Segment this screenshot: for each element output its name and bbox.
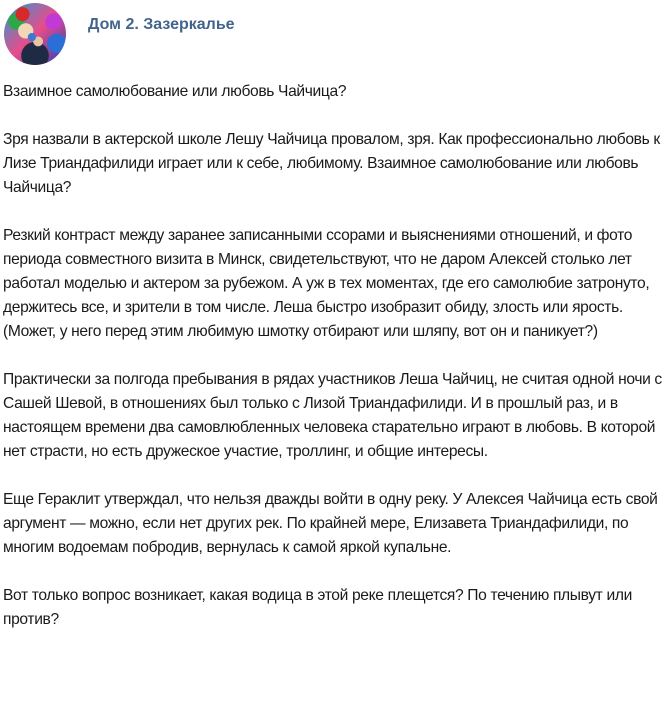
community-name-link[interactable]: Дом 2. Зазеркалье	[88, 16, 235, 33]
post-paragraph: Взаимное самолюбование или любовь Чайчица?	[3, 83, 347, 100]
post-paragraph: Зря назвали в актерской школе Лешу Чайчица провалом, зря. Как профессионально любовь к Лизе Триандафилиди играет или к себе, любимому. Взаимное самолюбование или любовь Чайчица?	[3, 131, 660, 196]
post-header	[4, 2, 235, 66]
post-paragraph: Практически за полгода пребывания в рядах участников Леша Чайчиц, не считая одной ночи с Сашей Шевой, в отношениях был только с Лизой Триандафилиди. И в прошлый раз, и в настоящем времени два самовлюбленных человека старательно играют в любовь. В которой нет страсти, но есть дружеское участие, троллинг, и общие интересы.	[3, 371, 662, 460]
post-paragraph: Еще Гераклит утверждал, что нельзя дважды войти в одну реку. У Алексея Чайчица есть свой аргумент — можно, если нет других рек. По крайней мере, Елизавета Триандафилиди, по многим водоемам побродив, вернулась к самой яркой купальне.	[3, 491, 658, 556]
post-paragraph: Вот только вопрос возникает, какая водица в этой реке плещется? По течению плывут или против?	[3, 587, 632, 628]
post-body	[3, 80, 667, 656]
community-avatar[interactable]	[4, 3, 66, 65]
post-paragraph: Резкий контраст между заранее записанными ссорами и выяснениями отношений, и фото периода совместного визита в Минск, свидетельствуют, что не даром Алексей столько лет работал моделью и актером за рубежом. А уж в тех моментах, где его самолюбие затронуто, держитесь все, и зрители в том числе. Леша быстро изобразит обиду, злость или ярость. (Может, у него перед этим любимую шмотку отбирают или шляпу, вот он и паникует?)	[3, 227, 650, 340]
